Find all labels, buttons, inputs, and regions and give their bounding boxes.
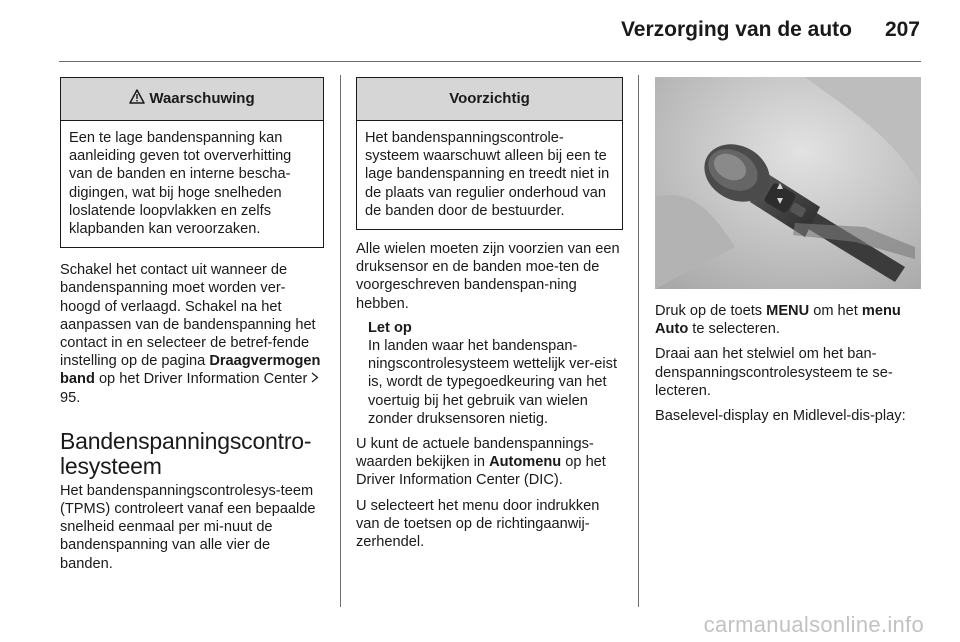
paragraph-turn-wheel: Draai aan het stelwiel om het ban-denspanningscontrolesysteem te se-lecteren. (655, 346, 893, 399)
warning-box-title: Waarschuwing (149, 89, 255, 107)
page-reference[interactable]: 95. (60, 389, 81, 406)
paragraph-display-levels: Baselevel-display en Midlevel-dis-play: (655, 408, 906, 425)
page-header (0, 0, 960, 48)
paragraph-text: om het (813, 303, 858, 319)
paragraph-text: Druk op de toets (655, 303, 763, 319)
column-divider-1 (340, 75, 341, 607)
paragraph-contact-off (60, 261, 324, 407)
menu-auto-label: menu Auto (655, 303, 901, 338)
page-number: 207 (884, 18, 920, 41)
menu-term-draagvermogen: Draagvermogen band (60, 353, 321, 388)
column-2 (356, 77, 623, 551)
paragraph-select-menu: U selecteert het menu door indrukken van de toetsen op de richtingaanwij-zerhendel. (356, 497, 600, 551)
caution-box-text: Het bandenspanningscontrole-systeem waarschuwt alleen bij een te lage bandenspanning en treedt niet in de plaats van regulier onderhoud van de banden door de bestuurder. (365, 130, 610, 219)
paragraph-tpms-intro: Het bandenspanningscontrolesys-teem (TPMS) controleert vanaf een bepaalde snelheid eenmaal per mi-nuut de bandenspanning van alle vier de banden. (60, 482, 316, 572)
warning-box-header (61, 78, 323, 121)
caution-box-title: Voorzichtig (449, 89, 530, 107)
paragraph-text: te selecteren. (692, 321, 780, 338)
column-3 (655, 77, 921, 425)
warning-box (60, 77, 324, 248)
column-divider-2 (638, 75, 639, 607)
paragraph-press-menu (655, 302, 921, 338)
paragraph-automenu (356, 435, 623, 490)
watermark: carmanualsonline.info (703, 612, 924, 637)
paragraph-text: op het Driver Information Center (DIC). (356, 454, 606, 489)
caution-box (356, 77, 623, 230)
header-divider (59, 61, 921, 62)
paragraph-sensors: Alle wielen moeten zijn voorzien van een druksensor en de banden moe-ten de voorgeschreven bandenspan-ning hebben. (356, 241, 620, 312)
paragraph-text: Schakel het contact uit wanneer de bandenspanning moet worden ver-hoogd of verlaagd. Schakel na het aanpassen van de bandenspanning het contact in en selecteer de betref-fende instelling op de pagina (60, 262, 316, 370)
paragraph-text: U kunt de actuele bandenspannings-waarden bekijken in (356, 436, 594, 471)
note-text: In landen waar het bandenspan-ningscontrolesysteem wettelijk ver-eist is, wordt de typegoedkeuring van het voertuig bij het gebruik van wielen zonder druksensoren nietig. (368, 338, 617, 427)
paragraph-text: op het Driver Information Center (98, 371, 308, 388)
menu-button-label: MENU (766, 303, 810, 319)
column-1 (60, 77, 324, 573)
warning-box-text: Een te lage bandenspanning kan aanleiding geven tot oververhitting van de banden en interne bescha-digingen, wat bij hoge snelheden loslatende loopvlakken en zelfs klapbanden kan veroorzaken. (69, 130, 292, 238)
section-title: Verzorging van de auto (620, 18, 852, 41)
section-heading-tpms: Bandenspanningscontro-lesysteem (60, 427, 312, 479)
turn-signal-stalk-photo (655, 77, 921, 289)
warning-triangle-icon (129, 89, 145, 109)
menu-term-automenu: Automenu (489, 454, 562, 471)
page-reference-icon (311, 371, 319, 387)
note-block (356, 319, 623, 428)
note-label: Let op (368, 319, 412, 336)
caution-box-header (357, 78, 622, 121)
